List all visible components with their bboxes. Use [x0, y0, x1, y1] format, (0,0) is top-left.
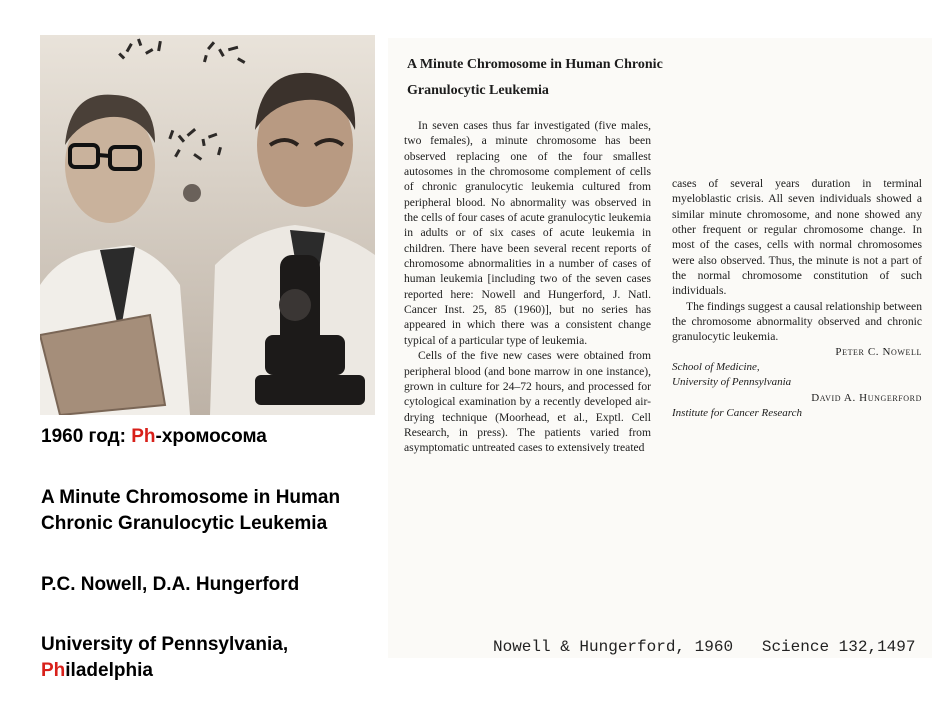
title-line-2: Chronic Granulocytic Leukemia: [41, 512, 328, 534]
city-rest: iladelphia: [65, 659, 153, 681]
institution-line-2: [41, 658, 288, 684]
paper-paragraph: The findings suggest a causal relationship between the chromosome abnormality observed and chronic granulocytic leukemia.: [672, 299, 922, 344]
year-text: 1960 год:: [41, 426, 132, 447]
title-line-1: A Minute Chromosome in Human: [41, 487, 341, 508]
paper-paragraph: In seven cases thus far investigated (five males, two females), a minute chromosome has been observed replacing one of the four smallest autosomes in the chromosome complement of cells of chronic granulocytic leukemia cultured from peripheral blood. No abnormality was observed in the cells of four cases of acute granulocytic leukemia in adults or of six cases of acute leukemia in children. There have been several recent reports of chromosome abnormalities in a number of cases of human leukemia [including two of the seven cases reported here: Nowell and Hungerford, J. Natl. Cancer Inst. 25, 85 (1960)], but no series has appeared in which there was a consistent change typical of a particular type of leukemia.: [404, 119, 651, 347]
paper-paragraph: cases of several years duration in terminal myeloblastic crisis. All seven individuals showed a similar minute chromosome, and none showed any other frequent or regular chromosome change. In most of the cases, cells with normal chromosomes were also observed. Thus, the minute is not a part of the normal chromosome constitution of such individuals.: [672, 177, 922, 298]
author-signature-1: Peter C. Nowell: [835, 345, 922, 358]
ph-highlight: Ph: [131, 426, 156, 447]
authors-caption: P.C. Nowell, D.A. Hungerford: [41, 574, 300, 595]
paper-title-caption: [41, 485, 340, 536]
institution-line-1: University of Pennsylvania,: [41, 634, 289, 655]
affiliation-1-line-2: University of Pennsylvania: [672, 376, 792, 389]
paper-column-1: [404, 118, 651, 456]
ph-highlight-2: Ph: [41, 659, 66, 681]
paper-scan: [388, 38, 932, 658]
year-caption: [41, 424, 267, 450]
citation-line: Nowell & Hungerford, 1960 Science 132,1497: [493, 638, 916, 656]
author-signature-2: David A. Hungerford: [811, 391, 922, 404]
paper-paragraph: Cells of the five new cases were obtained from peripheral blood (and bone marrow in one instance), grown in culture for 24–72 hours, and processed for cytological examination by a recently developed air-drying technique (Moorhead, et al., Exptl. Cell Research, in press). The patients varied from asymptomatic untreated cases to extensively treated: [404, 349, 651, 455]
affiliation-2: Institute for Cancer Research: [672, 407, 803, 420]
chromosome-word: -хромосома: [155, 426, 267, 447]
paper-column-2: [672, 176, 922, 422]
institution-caption: [41, 632, 288, 683]
researchers-photo: [40, 35, 375, 415]
paper-title: A Minute Chromosome in Human Chronic Granulocytic Leukemia: [407, 57, 663, 98]
affiliation-1-line-1: School of Medicine,: [672, 361, 760, 374]
